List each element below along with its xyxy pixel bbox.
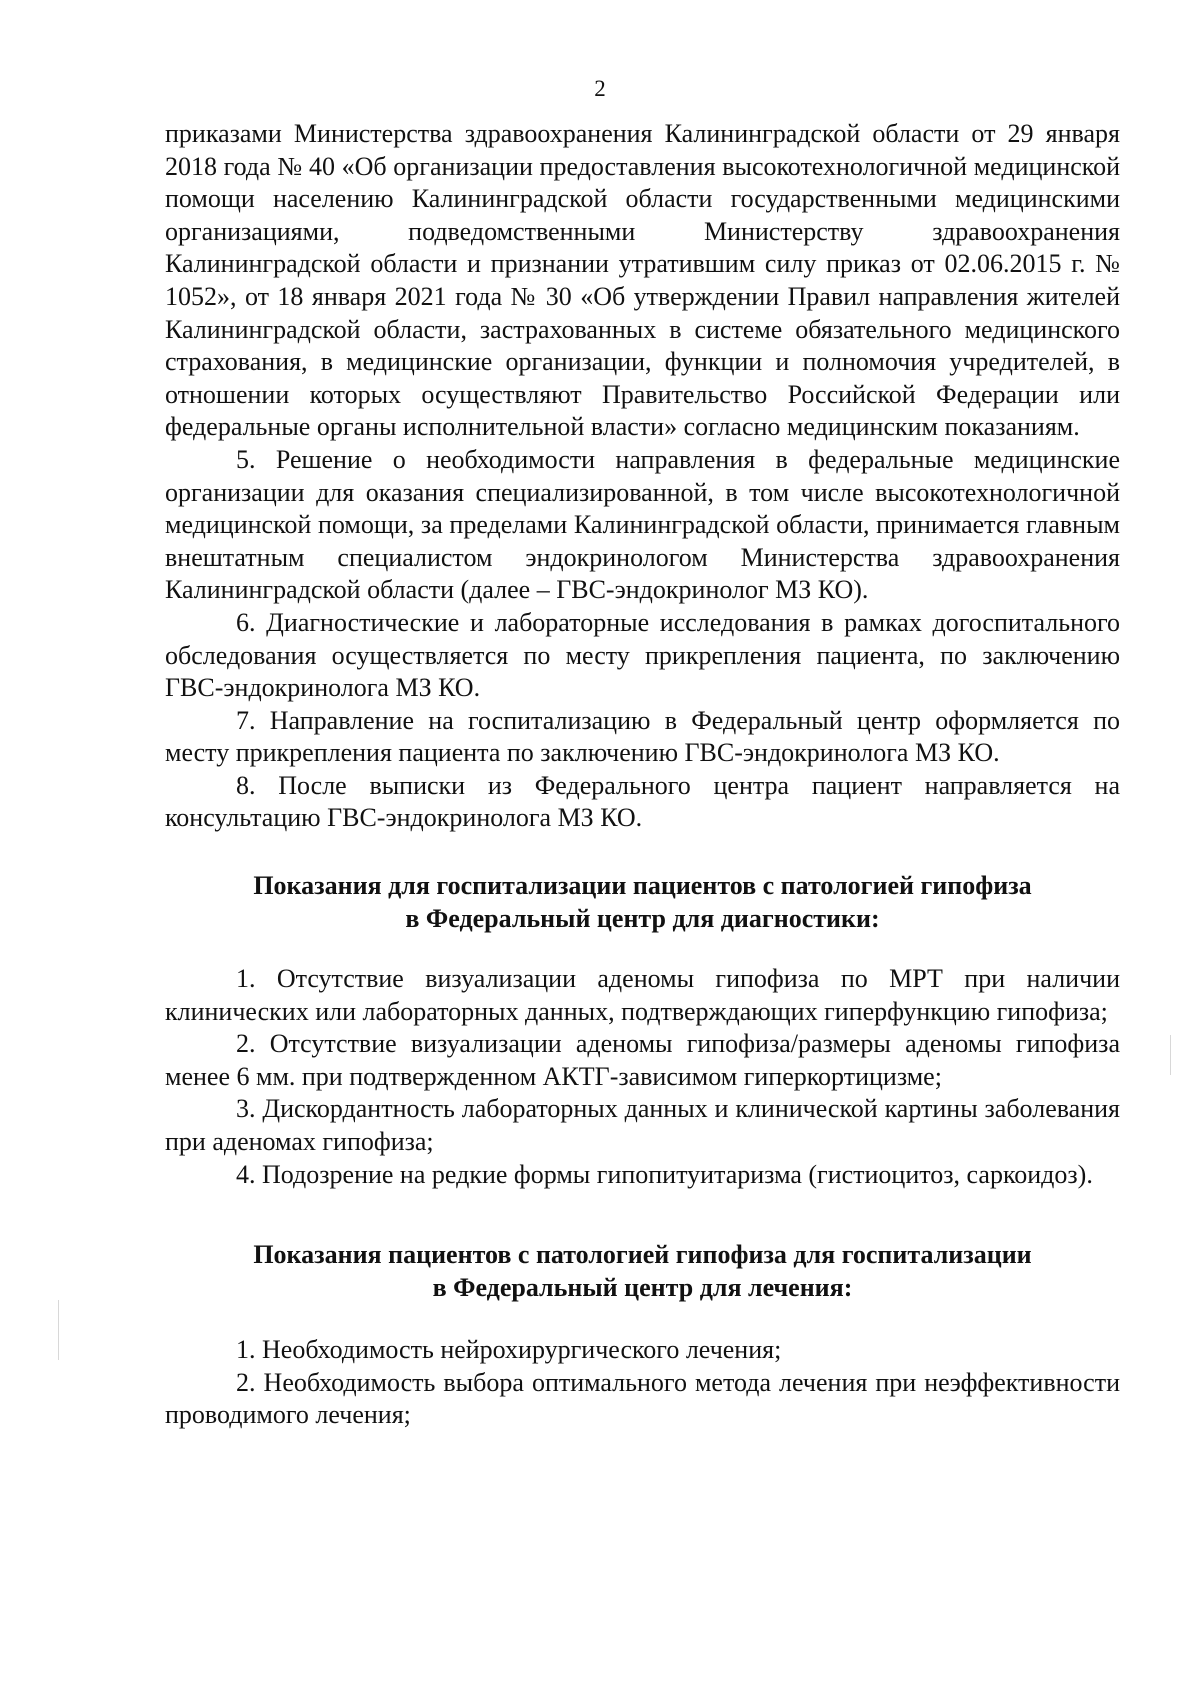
- scan-artifact: [1170, 1035, 1171, 1075]
- intro-paragraph: приказами Министерства здравоохранения Калининградской области от 29 января 2018 года № 40 «Об организации предоставления высокотехнологичной медицинской помощи населению Калининградской области государственными медицинскими организациями, подведомственными Министерству здравоохранения Калининградской области и признании утратившим силу приказ от 02.06.2015 г. № 1052», от 18 января 2021 года № 30 «Об утверждении Правил направления жителей Калининградской области, застрахованных в системе обязательного медицинского страхования, в медицинские организации, функции и полномочия учредителей, в отношении которых осуществляют Правительство Российской Федерации или федеральные органы исполнительной власти» согласно медицинским показаниям.: [165, 119, 1120, 442]
- paragraph-7: 7. Направление на госпитализацию в Федеральный центр оформляется по месту прикрепления пациента по заключению ГВС-эндокринолога МЗ КО.: [165, 705, 1120, 768]
- heading-line: Показания для госпитализации пациентов с патологией гипофиза: [253, 871, 1032, 901]
- heading-line: в Федеральный центр для лечения:: [432, 1273, 853, 1303]
- treatment-item-2: 2. Необходимость выбора оптимального метода лечения при неэффективности проводимого лечения;: [165, 1367, 1120, 1430]
- paragraph-5: 5. Решение о необходимости направления в федеральные медицинские организации для оказания специализированной, в том числе высокотехнологичной медицинской помощи, за пределами Калининградской области, принимается главным внештатным специалистом эндокринологом Министерства здравоохранения Калининградской области (далее – ГВС-эндокринолог МЗ КО).: [165, 444, 1120, 605]
- treatment-item-1: 1. Необходимость нейрохирургического лечения;: [236, 1335, 782, 1365]
- paragraph-8: 8. После выписки из Федерального центра пациент направляется на консультацию ГВС-эндокринолога МЗ КО.: [165, 770, 1120, 833]
- section-heading-diagnostics: [165, 869, 1120, 935]
- diagnostics-item-3: 3. Дискордантность лабораторных данных и клинической картины заболевания при аденомах гипофиза;: [165, 1094, 1120, 1157]
- heading-line: Показания пациентов с патологией гипофиза для госпитализации: [253, 1240, 1032, 1270]
- document-body: [165, 118, 1120, 1432]
- diagnostics-item-2: 2. Отсутствие визуализации аденомы гипофиза/размеры аденомы гипофиза менее 6 мм. при подтвержденном АКТГ-зависимом гиперкортицизме;: [165, 1029, 1120, 1091]
- section-heading-treatment: [165, 1238, 1120, 1304]
- diagnostics-item-4: 4. Подозрение на редкие формы гипопитуитаризма (гистиоцитоз, саркоидоз).: [236, 1159, 1093, 1189]
- heading-line: в Федеральный центр для диагностики:: [405, 904, 880, 934]
- paragraph-6: 6. Диагностические и лабораторные исследования в рамках догоспитального обследования осуществляется по месту прикрепления пациента, по заключению ГВС-эндокринолога МЗ КО.: [165, 607, 1120, 703]
- diagnostics-item-1: 1. Отсутствие визуализации аденомы гипофиза по МРТ при наличии клинических или лабораторных данных, подтверждающих гиперфункцию гипофиза;: [165, 964, 1120, 1026]
- page-number: 2: [594, 76, 606, 101]
- scan-artifact: [58, 1300, 59, 1360]
